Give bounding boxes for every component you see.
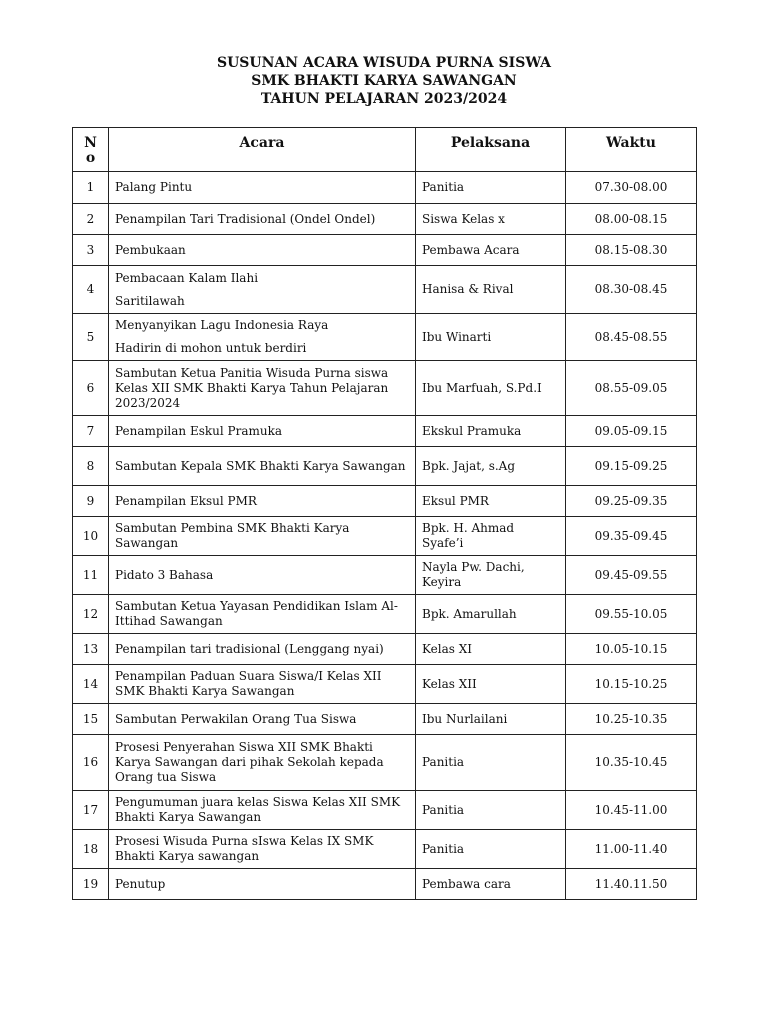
table-row (73, 634, 697, 665)
schedule-table (72, 127, 697, 900)
row-waktu: 09.05-09.15 (566, 416, 697, 447)
row-number: 15 (73, 704, 109, 735)
row-acara (109, 361, 416, 416)
acara-line: Prosesi Wisuda Purna sIswa Kelas IX SMK Bhakti Karya sawangan (115, 834, 374, 863)
table-row (73, 204, 697, 235)
row-pelaksana: Ibu Nurlailani (416, 704, 566, 735)
table-row (73, 361, 697, 416)
acara-line: Penampilan tari tradisional (Lenggang nyai) (115, 641, 384, 656)
row-pelaksana: Hanisa & Rival (416, 266, 566, 314)
table-header-row (73, 128, 697, 172)
row-number: 12 (73, 595, 109, 634)
title-line-3: TAHUN PELAJARAN 2023/2024 (260, 91, 508, 107)
row-pelaksana: Siswa Kelas x (416, 204, 566, 235)
row-pelaksana: Kelas XII (416, 665, 566, 704)
row-waktu: 10.35-10.45 (566, 735, 697, 791)
acara-line: Penampilan Tari Tradisional (Ondel Ondel) (115, 211, 376, 226)
row-number: 2 (73, 204, 109, 235)
row-waktu: 09.25-09.35 (566, 486, 697, 517)
row-number: 17 (73, 791, 109, 830)
row-number: 4 (73, 266, 109, 314)
table-row (73, 172, 697, 204)
row-number: 13 (73, 634, 109, 665)
acara-line: Hadirin di mohon untuk berdiri (115, 341, 307, 355)
table-row (73, 704, 697, 735)
row-number: 10 (73, 517, 109, 556)
row-pelaksana: Ekskul Pramuka (416, 416, 566, 447)
row-acara (109, 486, 416, 517)
acara-line: Pengumuman juara kelas Siswa Kelas XII SMK Bhakti Karya Sawangan (115, 795, 401, 824)
row-pelaksana: Panitia (416, 830, 566, 869)
acara-line: Sambutan Ketua Yayasan Pendidikan Islam Al-Ittihad Sawangan (115, 599, 398, 628)
row-number: 6 (73, 361, 109, 416)
row-number: 14 (73, 665, 109, 704)
acara-line: Prosesi Penyerahan Siswa XII SMK Bhakti Karya Sawangan dari pihak Sekolah kepada Orang tua Siswa (115, 740, 384, 784)
acara-line: Sambutan Perwakilan Orang Tua Siswa (115, 711, 357, 726)
table-row (73, 665, 697, 704)
row-pelaksana: Pembawa Acara (416, 235, 566, 266)
row-acara (109, 704, 416, 735)
table-row (73, 556, 697, 595)
table-row (73, 235, 697, 266)
acara-line: Pembacaan Kalam Ilahi (115, 270, 259, 285)
acara-line: Sambutan Pembina SMK Bhakti Karya Sawangan (115, 521, 350, 550)
row-waktu: 10.45-11.00 (566, 791, 697, 830)
row-waktu: 08.55-09.05 (566, 361, 697, 416)
row-waktu: 07.30-08.00 (566, 172, 697, 204)
row-waktu: 08.45-08.55 (566, 314, 697, 361)
acara-line: Sambutan Ketua Panitia Wisuda Purna siswa Kelas XII SMK Bhakti Karya Tahun Pelajaran 2023/2024 (115, 365, 389, 410)
row-number: 3 (73, 235, 109, 266)
row-acara (109, 735, 416, 791)
row-acara (109, 447, 416, 486)
row-acara (109, 517, 416, 556)
row-number: 16 (73, 735, 109, 791)
header-waktu: Waktu (566, 128, 697, 172)
row-waktu: 10.25-10.35 (566, 704, 697, 735)
row-acara (109, 665, 416, 704)
row-pelaksana: Panitia (416, 172, 566, 204)
row-number: 5 (73, 314, 109, 361)
row-pelaksana: Kelas XI (416, 634, 566, 665)
row-pelaksana: Bpk. Jajat, s.Ag (416, 447, 566, 486)
row-pelaksana: Panitia (416, 735, 566, 791)
row-number: 7 (73, 416, 109, 447)
acara-line: Penutup (115, 876, 166, 891)
row-pelaksana: Panitia (416, 791, 566, 830)
header-no (73, 128, 109, 172)
row-acara (109, 634, 416, 665)
row-waktu: 11.40.11.50 (566, 869, 697, 900)
row-number: 8 (73, 447, 109, 486)
row-number: 19 (73, 869, 109, 900)
row-waktu: 08.00-08.15 (566, 204, 697, 235)
row-waktu: 09.35-09.45 (566, 517, 697, 556)
row-acara (109, 266, 416, 314)
table-row (73, 486, 697, 517)
row-pelaksana: Ibu Winarti (416, 314, 566, 361)
row-waktu: 08.30-08.45 (566, 266, 697, 314)
row-acara (109, 204, 416, 235)
table-row (73, 517, 697, 556)
row-pelaksana: Nayla Pw. Dachi, Keyira (416, 556, 566, 595)
row-pelaksana: Pembawa cara (416, 869, 566, 900)
table-row (73, 735, 697, 791)
header-pelaksana: Pelaksana (416, 128, 566, 172)
row-acara (109, 869, 416, 900)
table-row (73, 830, 697, 869)
header-acara: Acara (109, 128, 416, 172)
row-waktu: 11.00-11.40 (566, 830, 697, 869)
row-waktu: 09.15-09.25 (566, 447, 697, 486)
acara-line: Palang Pintu (115, 180, 193, 194)
row-acara (109, 314, 416, 361)
row-acara (109, 416, 416, 447)
row-number: 18 (73, 830, 109, 869)
acara-line: Pembukaan (115, 242, 186, 257)
row-acara (109, 556, 416, 595)
acara-line: Penampilan Eksul PMR (115, 493, 257, 508)
acara-line: Menyanyikan Lagu Indonesia Raya (115, 318, 329, 332)
row-waktu: 08.15-08.30 (566, 235, 697, 266)
acara-line: Penampilan Eskul Pramuka (115, 423, 283, 438)
row-pelaksana: Bpk. Amarullah (416, 595, 566, 634)
row-acara (109, 172, 416, 204)
row-waktu: 09.55-10.05 (566, 595, 697, 634)
table-row (73, 266, 697, 314)
table-row (73, 416, 697, 447)
table-row (73, 447, 697, 486)
title-line-2: SMK BHAKTI KARYA SAWANGAN (251, 73, 517, 89)
acara-line: Saritilawah (115, 293, 185, 308)
table-row (73, 595, 697, 634)
row-pelaksana: Eksul PMR (416, 486, 566, 517)
row-waktu: 09.45-09.55 (566, 556, 697, 595)
row-waktu: 10.15-10.25 (566, 665, 697, 704)
acara-line: Penampilan Paduan Suara Siswa/I Kelas XII SMK Bhakti Karya Sawangan (115, 669, 382, 698)
row-acara (109, 791, 416, 830)
table-row (73, 314, 697, 361)
row-pelaksana: Ibu Marfuah, S.Pd.I (416, 361, 566, 416)
header-no-part-1: N (84, 135, 97, 151)
acara-line: Sambutan Kepala SMK Bhakti Karya Sawangan (115, 458, 406, 473)
table-row (73, 791, 697, 830)
row-waktu: 10.05-10.15 (566, 634, 697, 665)
document-title (0, 54, 768, 108)
row-number: 1 (73, 172, 109, 204)
row-pelaksana: Bpk. H. Ahmad Syafe’i (416, 517, 566, 556)
title-line-1: SUSUNAN ACARA WISUDA PURNA SISWA (216, 55, 552, 71)
row-acara (109, 830, 416, 869)
header-no-part-2: o (85, 150, 96, 166)
row-number: 9 (73, 486, 109, 517)
row-acara (109, 595, 416, 634)
acara-line: Pidato 3 Bahasa (115, 567, 214, 582)
row-acara (109, 235, 416, 266)
table-row (73, 869, 697, 900)
row-number: 11 (73, 556, 109, 595)
